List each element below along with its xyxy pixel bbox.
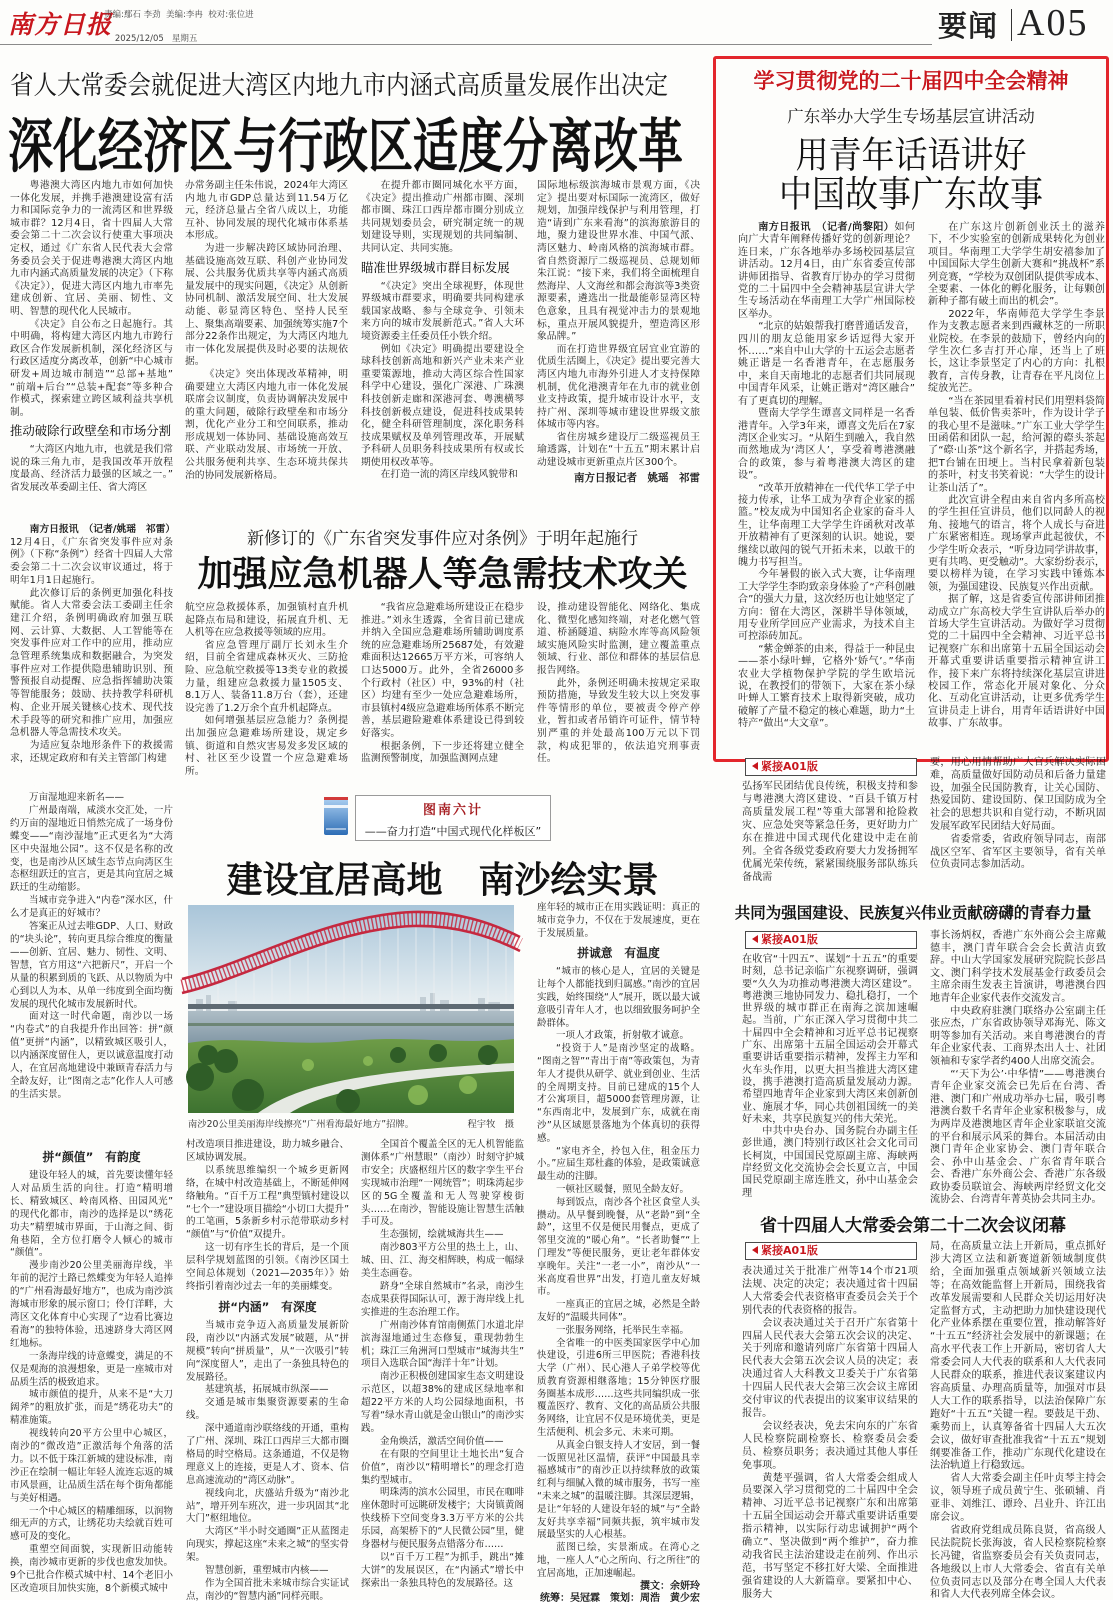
section-divider [1011, 9, 1012, 41]
byline: 南方日报记者 姚瑶 祁雷 [574, 471, 700, 484]
feature-headline-line-1: 用青年话语讲好 [795, 133, 1027, 177]
subheading: 推动破除行政壁垒和市场分割 [10, 423, 172, 439]
paragraph: 以“百千万工程”为抓手，跳出“摊大饼”的发展误区，在“内涵式”增长中探索出一条独具特色的发展路径。这 [361, 1552, 524, 1589]
paragraph: 面对这一时代命题，南沙以一场“内卷式”的自我提升作出回答：拼“颜值”更拼“内涵”，以精致城区吸引人，以内涵深度留住人，更以诚意温度打动人，在宜居高地建设中兼顾青春活力与全龄友好，让“图南之志”化作人人可感的生活实景。 [10, 1011, 173, 1100]
article-column-1-top [10, 792, 173, 1106]
paragraph-continued: 村改造项目推进建设，助力城乡融合、区域协调发展。 [186, 1139, 349, 1163]
dateline-paragraph [10, 524, 176, 588]
article-column-4 [537, 902, 700, 1605]
article-kicker: 新修订的《广东省突发事件应对条例》于明年起施行 [247, 529, 638, 549]
newspaper-logo: 南方日报 [8, 10, 113, 39]
paragraph: 如何增强基层应急能力？条例提出加强应急避难场所建设，规定乡镇、街道和自然灾害易发多发区域的村、社区至少设置一个应急避难场所。 [185, 715, 348, 777]
paragraph: 在有限的空间里让土地长出“复合价值”，南沙以“精明增长”的理念打造集约型城市。 [361, 1448, 524, 1486]
paragraph-continued: 办常务副主任朱伟说，2024年大湾区内地九市GDP总量达到11.54万亿元，经济总量占全省八成以上，功能互补、协同发展的现代化城市体系基本形成。 [185, 180, 348, 242]
issue-weekday: 星期五 [171, 34, 198, 44]
paragraph: 明珠湾的滨水公园里，市民在咖啡座休憩时可远眺研发楼宇；大岗镇黄阁快线桥下空间变身3.3万平方米的公共乐园，高架桥下的“人民微公园”里，健身器材与便民服务点错落分布…… [361, 1487, 524, 1551]
paragraph-continued: 设，推动建设智能化、网络化、集成化、微型化感知终端，对老化燃气管道、桥涵隧道、病险水库等高风险领域实施风险实时监测，建立覆盖重点领域、行业、部位和群体的基层信息报告网络。 [537, 602, 700, 676]
paragraph: 此外，条例还明确未按规定采取预防措施，导致发生较大以上突发事件等情形的单位，要被责令停产停业，暂扣或者吊销许可证件，情节特别严重的并处最高100万元以下罚款，构成犯罪的，依法追究刑事责任。 [537, 677, 700, 765]
article-column-1 [10, 180, 173, 494]
paragraph: 省人大常委会副主任叶贞琴主持会议，领导班子成员黄宁生、张硕辅、肖亚非、刘维江、谭玲、吕业升、许江出席会议。 [930, 1473, 1106, 1524]
paragraph: 中央政府驻澳门联络办公室副主任张应杰，广东省政协领导邓海光、陈文明等参加有关活动。来自粤港澳台的青年企业家代表、工商界杰出人士、社团领袖和专家学者约400人出席交流会。 [930, 1005, 1106, 1067]
bridge-deck [188, 1004, 514, 1009]
article-column-1 [738, 222, 915, 742]
paragraph-text: 12月4日，《广东省突发事件应对条例》（下称“条例”）经省十四届人大常委会第二十二次会议审议通过，将于明年1月1日起施行。 [10, 536, 173, 586]
paragraph: 每到饭点，南沙各个社区食堂人头攒动。从早餐到晚餐，从“老龄”到“全龄”，这里不仅是便民用餐点，更成了邻里交流的“暖心角”。“长者助餐”“上门理发”等便民服务，更让老年群体安享晚年。关注“一老一小”，南沙从“一米高度看世界”出发，打造儿童友好城市。 [537, 1196, 700, 1298]
paragraph: 智慧创新，重塑城市内核—— [205, 1565, 329, 1577]
paragraph: 一条海岸线的诗意蝶变，满足的不仅是观海的浪漫想象，更是一座城市对品质生活的极致追求。 [10, 1350, 173, 1388]
subheading: 拼诚意 有温度 [577, 946, 660, 961]
paragraph: 在提升都市圈同城化水平方面，《决定》提出推动广州都市圈、深圳都市圈、珠江口西岸都市圈分别成立共同规划委员会，研究制定统一的规划建设导则，实现规划的共同编制、共同认定、共同实施。 [361, 180, 524, 254]
paragraph: 视线向北，庆盛站升级为“南沙北站”，增开列车班次，进一步巩固其“北大门”枢纽地位。 [186, 1487, 349, 1525]
paragraph: 《决定》突出体现改革精神，明确要建立大湾区内地九市一体化发展联席会议制度，负责协调解决发展中的重大问题，破除行政壁垒和市场分割，优化产业分工和空间联系，推动形成规划一体协同、基础设施高效互联、产业联动发展、市场统一开放、公共服务便利共享、生态环境共保共治的协同发展新格局。 [185, 368, 348, 481]
paragraph-continued: 国际地标级滨海城市景观方面，《决定》提出要对标国际一流湾区，做好规划，加强岸线保护与利用管理，打造“请到广东来看海”的滨海旅游目的地，聚力建设世界水准、中国气派、湾区魅力、岭南风格的滨海城市群。省自然资源厅二级巡视员、总规划师朱江说：“接下来，我们将全面梳理自然海岸、人文海丝和都会海滨等3类资源要素，遴选出一批最能彰显湾区特色意象，且具有视觉冲击力的景观地标，重点开展风貌提升，塑造湾区形象品牌。” [537, 180, 700, 343]
jump-label-text: 紧接A01版 [761, 1244, 818, 1257]
article-column-2 [185, 602, 348, 777]
paragraph: 金角焕活，激活空间价值—— [380, 1435, 504, 1447]
paragraph-continued: 要，用心用情帮助广大官兵解决实际困难，高质量做好国防动员和后备力量建设，加强全民国防教育，让关心国防、热爱国防、建设国防、保卫国防成为全社会的思想共识和自觉行动，不断巩固发展军政军民团结大好局面。 [930, 757, 1106, 832]
paragraph: “改革开放精神在一代代华工学子中接力传承，让华工成为孕育企业家的摇篮。”校友成为中国知名企业家的奋斗人生，让华南理工大学学生许函秋对改革开放精神有了更深刻的认识。她说，要继续以敢闯的锐气开拓未来，以敢干的魄力书写担当。 [738, 482, 915, 568]
article-column-1 [742, 954, 918, 1206]
paragraph: 漫步南沙20公里美丽海岸线，半年前的泥泞土路已然蝶变为年轻人追捧的“广州看海最好地方”，也成为南沙滨海城市形象的展示窗口；伶仃洋畔，大湾区文化体育中心实现了“边看比赛边看海”的独特体验，迅速跻身大湾区网红地标。 [10, 1260, 173, 1349]
section-name: 要闻 [938, 9, 999, 43]
paragraph: 省委常委，省政府领导同志，南部战区空军、省军区主要领导，省有关单位负责同志参加活动。 [930, 833, 1106, 871]
paragraph: 省政府党组成员陈良贤，省高级人民法院院长张海波，省人民检察院检察长冯键，省监察委员会有关负责同志，各地级以上市人大常委会、省直有关单位负责同志以及部分在粤全国人大代表和省人大代表列席全体会议。 [930, 1524, 1106, 1601]
paragraph: 重塑空间面貌，实现新旧动能转换，南沙城市更新的步伐也愈发加快。9个已批合作模式城中村、14个老旧小区改造项目加快实施，8个新模式城中 [10, 1544, 173, 1594]
paragraph: 一张服务网络，托举民生幸福。 [556, 1324, 690, 1336]
article-headline: 深化经济区与行政区适度分离改革 [8, 112, 684, 181]
article-kicker: 省人大常委会就促进大湾区内地九市内涵式高质量发展作出决定 [10, 69, 668, 101]
jump-label-text: 紧接A01版 [761, 760, 818, 773]
paragraph-continued: 航空应急救援体系，加强镇村直升机起降点布局和建设，拓展直升机、无人机等在应急救援等领域的应用。 [185, 602, 348, 639]
triangle-left-icon [752, 762, 758, 770]
paragraph: 跻身“全球自然城市”名录，南沙生态成果获得国际认可，源于海岸线上扎实推进的生态治理工作。 [361, 1280, 524, 1318]
article-column-2 [185, 180, 348, 494]
masthead-rule [0, 44, 932, 45]
paragraph-continued: 在收官“十四五”、谋划“十五五”的重要时刻，总书记亲临广东视察调研，强调要“久久为功推动粤港澳大湾区建设”。粤港澳三地协同发力、稳扎稳打，一个世界级的城市群正在南海之滨加速崛起。当前，广东正深入学习贯彻中共二十届四中全会精神和习近平总书记视察广东、出席第十五届全国运动会开幕式重要讲话重要指示精神，发挥主力军和火车头作用，以更大担当推进大湾区建设，携手港澳打造高质量发展动力源。希望四地青年企业家到大湾区来创新创业、施展才华，同心共创祖国统一的美好未来，共享民族复兴的伟大荣光。 [742, 954, 918, 1125]
paragraph: 全国首个覆盖全区的无人机智能监测体系“广州慧眼”（南沙）时刻守护城市安全；庆盛枢纽片区的数字孪生平台实现城市治理“一网统管”；明珠湾起步区的5G全覆盖和无人驾驶穿梭街头……在南沙，智能设施让智慧生活触手可及。 [361, 1139, 524, 1228]
paragraph: 而在打造世界级宜居宜业宜游的优质生活圈上，《决定》提出要完善大湾区内地九市海外引进人才支持保障机制，优化港澳青年在九市的就业创业支持政策，提升城市设计水平，支持广州、深圳等城市建设世界级文旅体城市等内容。 [537, 343, 700, 431]
paragraph: 蓝图已绘，实景渐成。在湾心之地，一座人人“心之所向、行之所往”的宜居高地，正加速崛起。 [537, 1542, 700, 1579]
paragraph: 深中通道南沙联络线的开通，重构了广州、深圳、珠江口西岸三大都市圈格局的时空格局。这条通道，不仅是物理意义上的连接，更是人才、资本、信息高速流动的“湾区动脉”。 [186, 1423, 349, 1486]
paragraph: 此次修订后的条例更加强化科技赋能。省人大常委会法工委副主任余建江介绍，条例明确政府加强互联网、云计算、大数据、人工智能等在突发事件应对工作中的应用，推动应急管理系统集成和数据融合，为突发事件应对工作提供隐患辅助识别、预警预报自动提醒、应急指挥辅助决策等智能服务；鼓励、扶持教学科研机构、企业开展关键核心技术、现代技术手段等的研究和推广应用，加强应急机器人等急需技术攻关。 [10, 587, 173, 739]
series-badge-subtitle: ——奋力打造“中国式现代化样板区” [364, 825, 542, 838]
triangle-left-icon [752, 935, 758, 943]
paragraph: “大湾区内地九市，也就是我们常说的珠三角九市，是我国改革开放程度最高、经济活力最强的区域之一。”省发展改革委副主任、省大湾区 [10, 444, 173, 494]
dateline-source: 南方日报讯 （记者/尚黎阳） [758, 222, 895, 233]
series-badge-title: 图南六计 [422, 803, 483, 818]
triangle-left-icon [752, 1246, 758, 1254]
paragraph: 生态强韧，绘就城海共生—— [380, 1229, 504, 1241]
jump-label [745, 758, 917, 776]
article-column-3 [361, 602, 524, 774]
page-number: A05 [1017, 2, 1089, 44]
byline: 统筹：吴冠霖 策划：周浩 黄少宏 [540, 1593, 700, 1605]
paragraph: 广州南沙体育馆南侧蕉门水道北岸滨海湿地通过生态修复，重现勃勃生机；珠江三角洲河口型城市“城海共生”项目入选联合国“海洋十年”计划。 [361, 1319, 524, 1370]
article-headline: 建设宜居高地 南沙绘实景 [226, 859, 659, 901]
paragraph: “《决定》突出全球视野，体现世界级城市群要求，明确要共同构建承载国家战略、参与全球竞争、引领未来方向的城市发展新范式。”省人大环境资源委主任委员任小铁介绍。 [361, 280, 524, 342]
paragraph-continued: 局，在高质量立法上开新局，重点抓好涉大湾区立法和新赛道新领域制度供给，全面加强重点领域新兴领域立法等；在高效能监督上开新局，围绕我省改革发展需要和人民群众关切运用好决定监督方式，主动把助力加快建设现代化产业体系摆在重要位置，推动解答好“十五五”经济社会发展中的新课题；在高水平代表工作上开新局，密切省人大常委会同人大代表的联系和人大代表同人民群众的联系，推进代表议案建议内容高质量、办理高质量等，加强对市县人大工作的联系指导，以法治保障广东跑好“十五五”关键一程。要鼓足干劲、乘势而上，认真筹备省十四届人大五次会议，做好审查批准我省“十五五”规划纲要准备工作，推动广东现代化建设在法治轨道上行稳致远。 [930, 1241, 1106, 1472]
article-column-2 [930, 757, 1106, 881]
article-column-2 [930, 930, 1106, 1206]
paragraph: 粤港澳大湾区内地九市如何加快一体化发展，并携手港澳建设富有活力和国际竞争力的一流湾区和世界级城市群？12月4日，省十四届人大常委会第二十二次会议行使重大事项决定权，通过《广东省人民代表大会常务委员会关于促进粤港澳大湾区内地九市内涵式高质量发展的决定》（下称《决定》），促进大湾区内地九市率先建成创新、宜居、美丽、韧性、文明、智慧的现代化人民城市。 [10, 180, 173, 317]
paragraph: 从真金白银支持人才安居，到一餐一饭照见社区温情，获评“中国最具幸福感城市”的南沙正以持续释放的政策红利与细腻入微的城市服务，书写一座“未来之城”的温暖注脚。其深层逻辑，是让“年轻的人建设年轻的城”与“全龄友好共享幸福”同频共振，筑牢城市发展最坚实的人心根基。 [537, 1439, 700, 1541]
paragraph: 一项人才政策，折射敬才诚意。 [556, 1030, 690, 1042]
paragraph: 在打造一流的湾区岸线风貌带和 [380, 469, 518, 481]
paragraph-continued: 表决通过关于批准广州等14个市21项法规、决定的决定；表决通过省十四届人大常委会代表资格审查委员会关于个别代表的代表资格的报告。 [742, 1266, 918, 1316]
paragraph: “家电齐全，拎包入住，租金压力小。”应届生郑杜鑫的体验，是政策诚意最生动的注脚。 [537, 1145, 700, 1183]
paragraph: 建设年轻人的城，首先要读懂年轻人对品质生活的向往。打造“精明增长、精致城区、岭南风格、田园风光”的现代化都市，南沙的选择是以“绣花功夫”精塑城市界面，于山海之间、街角巷陌，全方位打磨令人倾心的城市“颜值”。 [10, 1170, 173, 1259]
article-column-4 [537, 180, 700, 494]
paragraph: 会议经表决，免去宋向东的广东省人民检察院副检察长、检察委员会委员、检察员职务；表决通过其他人事任免事项。 [742, 1420, 918, 1471]
article-column-1 [742, 780, 918, 883]
paragraph: 一个中心城区的精雕细琢，以润物细无声的方式，让绣花功夫绘就百姓可感可及的变化。 [10, 1505, 173, 1543]
paragraph-continued: 座年轻的城市正在用实践证明：真正的城市竞争力，不仅在于发展速度，更在于发展质量。 [537, 902, 700, 939]
paragraph: 据了解，这是省委宣传部讲师团推动成立广东高校大学生宣讲队后举办的首场大学生宣讲活动。为做好学习贯彻党的二十届四中全会精神、习近平总书记视察广东和出席第十五届全国运动会开幕式重要讲话重要指示精神宣讲工作，接下来广东将持续深化基层宣讲进校园工作，常态化开展对象化、分众化、互动化宣讲活动，让更多优秀学生宣讲员走上讲台，用青年话语讲好中国故事、广东故事。 [928, 594, 1105, 730]
paragraph: 大湾区“半小时交通圈”正从蓝图走向现实，撑起这座“未来之城”的坚实骨架。 [186, 1526, 349, 1564]
paragraph: 这一切有序生长的背后，是一个顶层科学规划蓝图的引领。《南沙区国土空间总体规划（2021—2035年）》始终指引着南沙过去一年的美丽蝶变。 [186, 1242, 349, 1292]
paragraph: 一座真正的宜居之城，必然是全龄友好的“温暖共同体”。 [537, 1299, 700, 1323]
paragraph-continued: 弘扬军民团结优良传统，积极支持和参与粤港澳大湾区建设、“百县千镇万村高质量发展工程”等重大部署和抢险救灾、应急处突等紧急任务，更好助力广东在推进中国式现代化建设中走在前列。全省各级党委政府要大力发扬拥军优属光荣传统，紧紧围绕服务部队练兵备战需 [742, 781, 918, 883]
byline: 撰文：余妍玲 [640, 1580, 700, 1592]
article-column-2 [186, 1139, 349, 1600]
paragraph: 当城市竞争迈入高质量发展新阶段，南沙以“内涵式发展”破题，从“拼规模”转向“拼质量”，从“一次吸引”转向“深度留人”，走出了一条独具特色的发展路径。 [186, 1319, 349, 1383]
article-column-1 [742, 1266, 918, 1600]
article-headline: 加强应急机器人等急需技术攻关 [197, 554, 688, 595]
paragraph: 南沙803平方公里的热土上，山、城、田、江、海交相辉映，构成一幅绿美生态画卷。 [361, 1242, 524, 1280]
article-column-3 [361, 180, 524, 494]
photo-credit: 程宇牧 摄 [467, 1119, 514, 1130]
paragraph: “当在茶园里看着村民们用塑料袋简单包装、低价售卖茶叶，作为设计学子的我心里不是滋味。”广东工业大学学生田函偌和团队一起，给河源的磜头茶起了“磜·山茶”这个新名字，并搭起秀场，把T台铺在田埂上。当村民拿着新包装的茶叶，村支书笑着说：“大学生的设计让茶山活了”。 [928, 395, 1105, 494]
paragraph: “北京的姑娘帮我打磨普通话发音，四川的朋友总能用家乡话逗得大家开怀……”来自中山大学的十五运会志愿者姚正谐是一名香港青年，在志愿服务中，来自天南地北的志愿者们共同展现中国青年风采，让姚正谐对“湾区融合”有了更真切的理解。 [738, 321, 915, 407]
article-column-1-bottom [10, 1150, 173, 1600]
paragraph-text: 如何向广大青年阐释传播好党的创新理论？连日来，广东各地举办多场校园基层宣讲活动。12月4日，由广东省委宣传部讲师团指导、省教育厅协办的学习贯彻党的二十届四中全会精神基层宣讲大学生专场活动在华南理工大学广州国际校区举办。 [738, 222, 915, 320]
paragraph: 省住房城乡建设厅二级巡视员王瑜透露，计划在“十五五”期末累计启动建设城市更新重点片区300个。 [537, 431, 700, 469]
editor-credits: 责编:鄢石 李劲 美编:李冉 校对:张位进 [104, 10, 254, 20]
paragraph: 暨南大学学生谭喜文同样是一名香港青年。入学3年来，谭喜文先后在7家湾区企业实习。“从陌生到融入，我自然而然地成为‘湾区人’，享受着粤港澳融合的政策，参与着粤港澳大湾区的建设”。 [738, 408, 915, 482]
paragraph: 万亩湿地迎来新名—— [29, 792, 125, 803]
paragraph: 今年暑假的嵌入式大赛，让华南理工大学学生李昀致亲身体验了“产科创融合”的强大力量，这次经历也让她坚定了方向：留在大湾区，深耕半导体领域，用专业所学回应产业需求，为技术自主可控添砖加瓦。 [738, 569, 915, 643]
photo-caption [188, 1116, 514, 1130]
paragraph: “投资于人”是南沙坚定的战略。“图南之智”“青出于南”等政策包，为青年人才提供从研学、就业到创业、生活的全周期支持。目前已建成的15个人才公寓项目，超5000套管理房源，让“东西南北中，发展到广东，成就在南沙”从区域愿景落地为个体真切的获得感。 [537, 1043, 700, 1144]
article-column-4 [537, 602, 700, 774]
jump-label-text: 紧接A01版 [761, 933, 818, 946]
paragraph: 2022年，华南师范大学学生李景作为支教志愿者来到西藏林芝的一所职业院校。在李景的鼓励下，曾经内向的学生次仁多吉打开心扉，还当上了班长，这让李景坚定了内心的方向：扎根教育，言传身教，让青春在平凡岗位上绽放光芒。 [928, 308, 1105, 395]
article-headline: 省十四届人大常委会第二十二次会议闭幕 [760, 1216, 1066, 1236]
paragraph: 答案正从过去唯GDP、人口、财政的“块头论”，转向更具综合维度的衡量——创新、宜居、魅力、韧性、文明、智慧，官方用这“六把新尺”，开启一个从量的积累到质的飞跃、从以物质为中心到以人为本、从单一纬度到全面均衡发展的现代化城市发展新时代。 [10, 921, 173, 1010]
paragraph: 黄楚平强调，省人大常委会组成人员要深入学习贯彻党的二十届四中全会精神、习近平总书记视察广东和出席第十五届全国运动会开幕式重要讲话重要指示精神，以实际行动忠诚拥护“两个确立”、坚决做到“两个维护”，奋力推动我省民主法治建设走在前列、作出示范，书写坚定不移扛好大梁、全面推进强省建设的人大新篇章。要紧扣中心、服务大 [742, 1472, 918, 1600]
paragraph: 南沙正积极创建国家生态文明建设示范区，以超38%的建成区绿地率和超22平方米的人均公园绿地面积，书写着“绿水青山就是金山银山”的南沙实践。 [361, 1371, 524, 1434]
paragraph: 全省唯一的中医类国家医学中心加快建设，引进6所三甲医院；香港科技大学（广州）、民心港人子弟学校等优质教育资源相继落地；15分钟医疗服务圈基本成形……这些共同编织成一张覆盖医疗、教育、文化的高品质公共服务网络，让宜居不仅是环境优美，更是生活便利、机会多元、未来可期。 [537, 1337, 700, 1439]
paragraph: 当城市竞争进入“内卷”深水区，什么才是真正的好城市？ [10, 895, 173, 920]
paragraph: 中共中央台办、国务院台办副主任彭世通，澳门特别行政区社会文化司司长柯岚，中国国民党原副主席、海峡两岸经贸文化交流协会会长夏立言，中国国民党原副主席连胜文，孙中山基金会理 [742, 1126, 918, 1199]
book-icon [322, 794, 350, 838]
article-column-2 [928, 222, 1105, 742]
dateline-source: 南方日报讯 （记者/姚瑶 祁雷） [29, 524, 176, 535]
article-column-2 [930, 1241, 1106, 1600]
paragraph: “‘天下为公’·中华情”——粤港澳台青年企业家交流会已先后在台湾、香港、澳门和广州成功举办七届，吸引粤港澳台数千名青年企业家积极参与，成为两岸及港澳地区青年企业家联谊交流的平台和展示风采的舞台。本届活动由澳门青年企业家协会、澳门青年联合会、孙中山基金会、广东省青年联合会、香港广东外商公会、香港广东各级政协委员联谊会、海峡两岸经贸文化交流协会、台湾青年菁英协会共同主办。 [930, 1068, 1106, 1206]
paragraph: 会议表决通过关于召开广东省第十四届人民代表大会第五次会议的决定、关于列席和邀请列席广东省第十四届人民代表大会第五次会议人员的决定；表决通过省人大科教文卫委关于广东省第十四届人民代表大会第三次会议主席团交付审议的代表提出的议案审议结果的报告。 [742, 1317, 918, 1419]
subheading: 拼“内涵” 有深度 [218, 1299, 317, 1314]
article-column-3 [361, 1139, 524, 1600]
paragraph: 在广东这片创新创业沃土的滋养下，不少实验室的创新成果转化为创业项目。华南理工大学学生胡安禧参加了中国国际大学生创新大赛和“挑战杯”系列竞赛，“学校为双创团队提供零成本、全要素、一体化的孵化服务，让每颗创新种子都有破土而出的机会”。 [928, 222, 1105, 308]
paragraph: 以系统思维编织一个城乡更新网络，在城中村改造基础上，不断延伸网络触角。“百千万工程”典型镇村建设以“七个一”建设项目描绘“小切口大提升”的工笔画，5条新乡村示范带联动乡村“颜值”与“价值”双提升。 [186, 1164, 349, 1241]
paragraph: 广州最南端，咸淡水交汇处，一片约万亩的湿地近日悄然完成了一场身份蝶变——“南沙湿地”正式更名为“大湾区中央湿地公园”。这不仅是名称的改变，也是南沙从区域生态节点向湾区生态枢纽跃迁的宣言，更是其向宜居之城跃迁的生动缩影。 [10, 804, 173, 894]
paragraph-continued: 事长汤炳权，香港广东外商公会主席戴德丰，澳门青年联合会会长黄洁贞致辞。中山大学国家发展研究院院长彭昌文、澳门科学技术发展基金行政委员会主席余雨生发表主旨演讲，粤港澳台四地青年企业家代表作交流发言。 [930, 930, 1106, 1004]
paragraph: 基建筑基，拓展城市纵深—— [205, 1384, 329, 1396]
paragraph: “我省应急避难场所建设正在稳步推进。”刘永生透露，全省目前已建成并纳入全国应急避难场所辅助调度系统的应急避难场所25687处，有效避难面积达12665万平方米，可容纳人口达5000万。此外，全省26000多个行政村（社区）中，93%的村（社区）均建有至少一处应急避难场所，市县镇村4级应急避难场所体系不断完善，基层避险避难体系建设已得到较好落实。 [361, 602, 524, 739]
feature-headline-line-2: 中国故事广东故事 [779, 172, 1043, 216]
photo-nansha-bridge [188, 905, 514, 1113]
feature-kicker: 学习贯彻党的二十届四中全会精神 [753, 69, 1069, 93]
paragraph: 作为全国首批未来城市综合实证试点，南沙的“智慧内涵”同样亮眼。 [186, 1578, 349, 1602]
paragraph: 为适应复杂地形条件下的救援需求，还规定政府和有关主管部门构建 [10, 739, 173, 764]
issue-date-value: 2025/12/05 [114, 34, 164, 44]
jump-label [745, 1242, 917, 1260]
article-headline: 共同为强国建设、民族复兴伟业贡献磅礴的青春力量 [734, 904, 1092, 922]
paragraph: 省应急管理厅副厅长刘永生介绍，目前全省建成森林灭火、三防抢险、应急航空救援等13类专业的救援力量，组建应急救援力量1505支、8.1万人、装备11.8万台（套），还建设完善了1.2万余个直升机起降点。 [185, 639, 348, 714]
far-shore [188, 1023, 514, 1026]
article-column-1 [10, 524, 176, 776]
subheading: 瞄准世界级城市群目标发展 [361, 259, 510, 275]
jump-label [745, 931, 917, 949]
paragraph: 此次宣讲全程由来自省内多所高校的学生担任宣讲员，他们以同龄人的视角、接地气的语言，将个人成长与奋进广东紧密相连。现场掌声此起彼伏，不少学生听众表示，“听身边同学讲故事，更有共鸣、更受触动”。大家纷纷表示，要以榜样为镜，在学习实践中锤炼本领，为强国建设、民族复兴作出贡献。 [928, 494, 1105, 593]
paragraph: 一顿社区暖餐，照见全龄友好。 [556, 1183, 690, 1195]
paragraph: 视线转向20平方公里中心城区，南沙的“微改造”正激活每个角落的活力。以不低于珠江新城的建设标准，南沙正在绘制一幅让年轻人流连忘返的城市风景画，让品质生活在每个街角都能与美好相遇。 [10, 1428, 173, 1504]
feature-subtitle: 广东举办大学生专场基层宣讲活动 [787, 107, 1035, 126]
paragraph: 例如《决定》明确提出要建设全球科技创新高地和新兴产业未来产业重要策源地，推动大湾区综合性国家科学中心建设，强化广深港、广珠澳科技创新走廊和深港河套、粤澳横琴科技创新极点建设，促进科技成果转化，健全科研管理制度，深化职务科技成果赋权及单列管理改革，开展赋予科研人员职务科技成果所有权或长期使用权改革等。 [361, 343, 524, 468]
paragraph: 城市颜值的提升，从来不是“大刀阔斧”的粗放扩张，而是“绣花功夫”的精准施策。 [10, 1389, 173, 1427]
subheading: 拼“颜值” 有韵度 [42, 1150, 141, 1164]
paragraph: “紫金蝉茶的由来，得益于一种昆虫——茶小绿叶蝉，它格外‘娇气’。”华南农业大学植物保护学院的学生欧培沅说，在教授们的带领下，大家在茶小绿叶蝉人工繁育技术上取得新突破，成功破解了产量不稳定的核心难题，助力“土特产”做出“大文章”。 [738, 643, 915, 730]
paragraph: 《决定》自公布之日起施行。其中明确，将构建大湾区内地九市跨行政区合作发展新机制，深化经济区与行政区适度分离改革，创新“中心城市研发+周边城市制造”“总部+基地”“前端+后台”“总装+配套”等多种合作模式，探索建立跨区域利益共享机制。 [10, 318, 173, 418]
photo-caption-text: 南沙20公里美丽海岸线擦亮“广州看海最好地方”招牌。 [188, 1119, 414, 1130]
paragraph: 根据条例，下一步还将建立健全监测预警制度，加强监测网点建 [361, 740, 524, 765]
dateline-paragraph [738, 222, 915, 321]
paragraph: “城市的核心是人，宜居的关键是让每个人都能找到归属感。”南沙的宜居实践，始终围绕“人”展开，既以最大诚意吸引青年人才，也以细致服务呵护全龄群体。 [537, 966, 700, 1029]
issue-date [104, 22, 197, 54]
paragraph: 交通是城市集聚资源要素的生命线。 [186, 1397, 349, 1422]
paragraph: 为进一步解决跨区域协同治理、基础设施高效互联、科创产业协同发展、公共服务优质共享等内涵式高质量发展中的现实问题，《决定》从创新协同机制、激活发展空间、壮大发展动能、彰显湾区特色、坚持人民至上、聚集高端要素、加强统筹实施7个部分22条作出规定，为大湾区内地九市一体化发展提供及时必要的法规依据。 [185, 242, 348, 368]
